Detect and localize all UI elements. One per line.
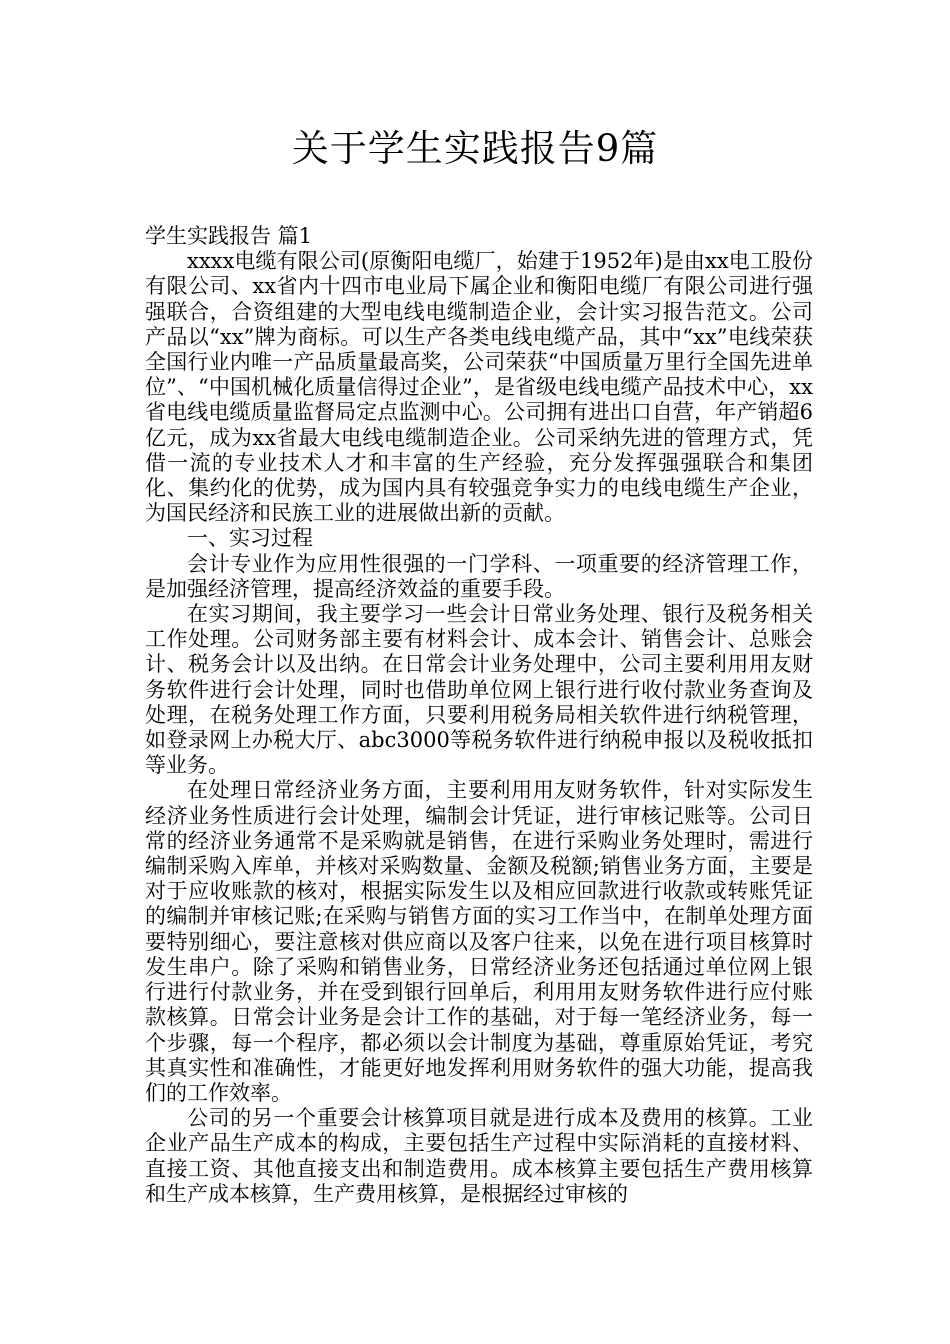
paragraph-accounting-major: 会计专业作为应用性很强的一门学科、一项重要的经济管理工作，是加强经济管理，提高经济效益的重要手段。 — [145, 551, 813, 601]
paragraph-cost-accounting: 公司的另一个重要会计核算项目就是进行成本及费用的核算。工业企业产品生产成本的构成，主要包括生产过程中实际消耗的直接材料、直接工资、其他直接支出和制造费用。成本核算主要包括生产费用核算和生产成本核算，生产费用核算，是根据经过审核的 — [145, 1106, 813, 1206]
subheading-internship-process: 一、实习过程 — [187, 526, 313, 551]
document-body — [145, 224, 813, 1207]
section-heading: 学生实践报告 篇1 — [145, 224, 313, 248]
paragraph-daily-business: 在处理日常经济业务方面，主要利用用友财务软件，针对实际发生经济业务性质进行会计处理，编制会计凭证，进行审核记账等。公司日常的经济业务通常不是采购就是销售，在进行采购业务处理时，需进行编制采购入库单，并核对采购数量、金额及税额;销售业务方面，主要是对于应收账款的核对，根据实际发生以及相应回款进行收款或转账凭证的编制并审核记账;在采购与销售方面的实习工作当中，在制单处理方面要特别细心，要注意核对供应商以及客户往来，以免在进行项目核算时发生串户。除了采购和销售业务，日常经济业务还包括通过单位网上银行进行付款业务，并在受到银行回单后，利用用友财务软件进行应付账款核算。日常会计业务是会计工作的基础，对于每一笔经济业务，每一个步骤，每一个程序，都必须以会计制度为基础，尊重原始凭证，考究其真实性和准确性，才能更好地发挥利用财务软件的强大功能，提高我们的工作效率。 — [145, 778, 813, 1105]
document-title: 关于学生实践报告9篇 — [291, 127, 659, 170]
paragraph-company-intro: xxxx电缆有限公司(原衡阳电缆厂，始建于1952年)是由xx电工股份有限公司、xx省内十四市电业局下属企业和衡阳电缆厂有限公司进行强强联合，合资组建的大型电线电缆制造企业，会计实习报告范文。公司产品以“xx”牌为商标。可以生产各类电线电缆产品，其中“xx”电线荣获全国行业内唯一产品质量最高奖，公司荣获“中国质量万里行全国先进单位”、“中国机械化质量信得过企业”，是省级电线电缆产品技术中心，xx省电线电缆质量监督局定点监测中心。公司拥有进出口自营，年产销超6亿元，成为xx省最大电线电缆制造企业。公司采纳先进的管理方式，凭借一流的专业技术人才和丰富的生产经验，充分发挥强强联合和集团化、集约化的优势，成为国内具有较强竞争实力的电线电缆生产企业，为国民经济和民族工业的进展做出新的贡献。 — [145, 249, 813, 526]
paragraph-internship-period: 在实习期间，我主要学习一些会计日常业务处理、银行及税务相关工作处理。公司财务部主要有材料会计、成本会计、销售会计、总账会计、税务会计以及出纳。在日常会计业务处理中，公司主要利用用友财务软件进行会计处理，同时也借助单位网上银行进行收付款业务查询及处理，在税务处理工作方面，只要利用税务局相关软件进行纳税管理，如登录网上办税大厅、abc3000等税务软件进行纳税申报以及税收抵扣等业务。 — [145, 602, 813, 778]
